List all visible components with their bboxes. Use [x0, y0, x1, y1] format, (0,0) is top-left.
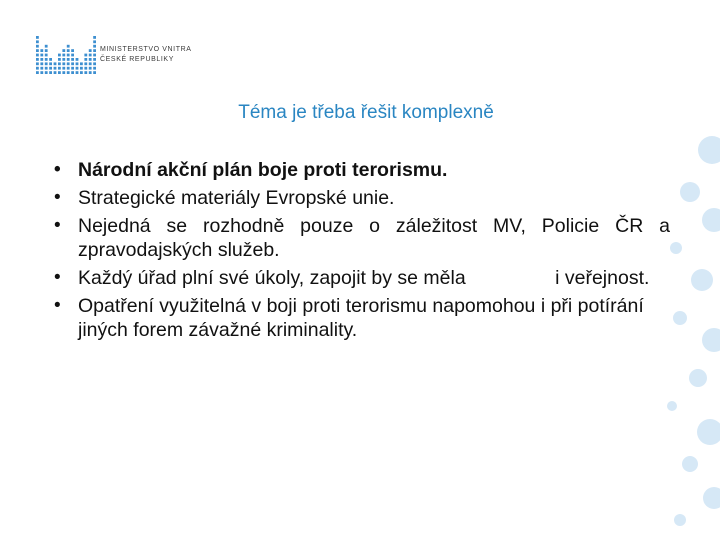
bullet-item [44, 294, 670, 342]
bullet-item [44, 266, 670, 290]
bullet-item [44, 214, 670, 262]
decorative-dot [674, 514, 686, 526]
logo-square [62, 58, 65, 61]
logo-square [89, 58, 92, 61]
logo-square [62, 62, 65, 65]
decorative-dot [673, 311, 687, 325]
logo-square [76, 71, 79, 74]
logo-square [71, 58, 74, 61]
logo-square [54, 71, 57, 74]
logo-square [54, 67, 57, 70]
logo-square [67, 49, 70, 52]
decorative-dot [702, 208, 720, 232]
logo-square [71, 62, 74, 65]
logo-square [36, 40, 39, 43]
logo-square [71, 49, 74, 52]
decorative-dot [698, 136, 720, 164]
logo-square [80, 71, 83, 74]
logo-square [84, 58, 87, 61]
logo-square [58, 67, 61, 70]
logo-square [84, 71, 87, 74]
logo-square [67, 71, 70, 74]
logo-square [40, 54, 43, 57]
ministry-logo-text [100, 45, 192, 65]
logo-square [58, 54, 61, 57]
bullet-text: i [555, 267, 560, 289]
logo-square [45, 67, 48, 70]
logo-square [93, 45, 96, 48]
logo-square [93, 67, 96, 70]
logo-line-1: MINISTERSTVO VNITRA [100, 46, 192, 53]
logo-square [67, 58, 70, 61]
decorative-dot [691, 269, 713, 291]
logo-square [71, 71, 74, 74]
logo-square [80, 67, 83, 70]
decorative-dot [703, 487, 720, 509]
logo-square [49, 62, 52, 65]
logo-square [36, 58, 39, 61]
logo-square [54, 62, 57, 65]
logo-square [45, 58, 48, 61]
logo-square [40, 71, 43, 74]
logo-square [40, 62, 43, 65]
logo-square [84, 54, 87, 57]
slide-title: Téma je třeba řešit komplexně [238, 102, 494, 123]
logo-square [45, 45, 48, 48]
logo-square [93, 58, 96, 61]
logo-square [45, 71, 48, 74]
decorative-dot [670, 242, 682, 254]
logo-square [76, 67, 79, 70]
decorative-dot [702, 328, 720, 352]
logo-square [89, 67, 92, 70]
bullet-list [44, 158, 670, 346]
logo-square [67, 45, 70, 48]
logo-square [89, 54, 92, 57]
bullet-item [44, 158, 670, 182]
bullet-text: Opatření využitelná v boji proti terorismu napomohou i při potírání jiných forem závažné kriminality. [78, 295, 644, 341]
logo-square [67, 62, 70, 65]
logo-square [45, 62, 48, 65]
logo-square [62, 67, 65, 70]
ministry-logo-icon [36, 32, 98, 78]
logo-square [71, 54, 74, 57]
logo-square [84, 67, 87, 70]
logo-square [93, 36, 96, 39]
logo-square [36, 71, 39, 74]
decorative-dot [697, 419, 720, 445]
decorative-dots [650, 120, 720, 540]
logo-square [67, 54, 70, 57]
decorative-dot [682, 456, 698, 472]
bullet-text: veřejnost. [564, 267, 650, 289]
logo-square [89, 62, 92, 65]
ministry-logo [36, 32, 206, 78]
logo-square [93, 71, 96, 74]
logo-line-2: ČESKÉ REPUBLIKY [100, 56, 174, 63]
logo-square [76, 62, 79, 65]
logo-square [40, 49, 43, 52]
logo-square [89, 71, 92, 74]
logo-square [89, 49, 92, 52]
logo-square [84, 62, 87, 65]
logo-square [67, 67, 70, 70]
logo-square [36, 54, 39, 57]
logo-square [36, 45, 39, 48]
bullet-text: Strategické materiály Evropské unie. [78, 187, 395, 209]
logo-square [49, 71, 52, 74]
logo-square [49, 58, 52, 61]
logo-square [93, 62, 96, 65]
logo-square [76, 58, 79, 61]
bullet-text: Národní akční plán boje proti terorismu. [78, 159, 448, 181]
logo-square [62, 49, 65, 52]
logo-square [62, 54, 65, 57]
decorative-dot [689, 369, 707, 387]
logo-square [36, 62, 39, 65]
logo-square [71, 67, 74, 70]
logo-square [93, 49, 96, 52]
logo-square [58, 62, 61, 65]
logo-square [45, 49, 48, 52]
logo-square [93, 40, 96, 43]
decorative-dot [680, 182, 700, 202]
logo-square [36, 49, 39, 52]
logo-square [40, 58, 43, 61]
logo-square [45, 54, 48, 57]
logo-square [58, 58, 61, 61]
bullet-item [44, 186, 670, 210]
logo-square [49, 67, 52, 70]
bullet-text: Nejedná se rozhodně pouze o záležitost MV, Policie ČR a zpravodajských služeb. [78, 215, 670, 261]
logo-square [62, 71, 65, 74]
logo-square [40, 67, 43, 70]
logo-square [58, 71, 61, 74]
logo-square [80, 62, 83, 65]
bullet-text: Každý úřad plní své úkoly, zapojit by se měla [78, 267, 466, 289]
logo-square [93, 54, 96, 57]
decorative-dot [667, 401, 677, 411]
logo-square [36, 36, 39, 39]
logo-square [36, 67, 39, 70]
